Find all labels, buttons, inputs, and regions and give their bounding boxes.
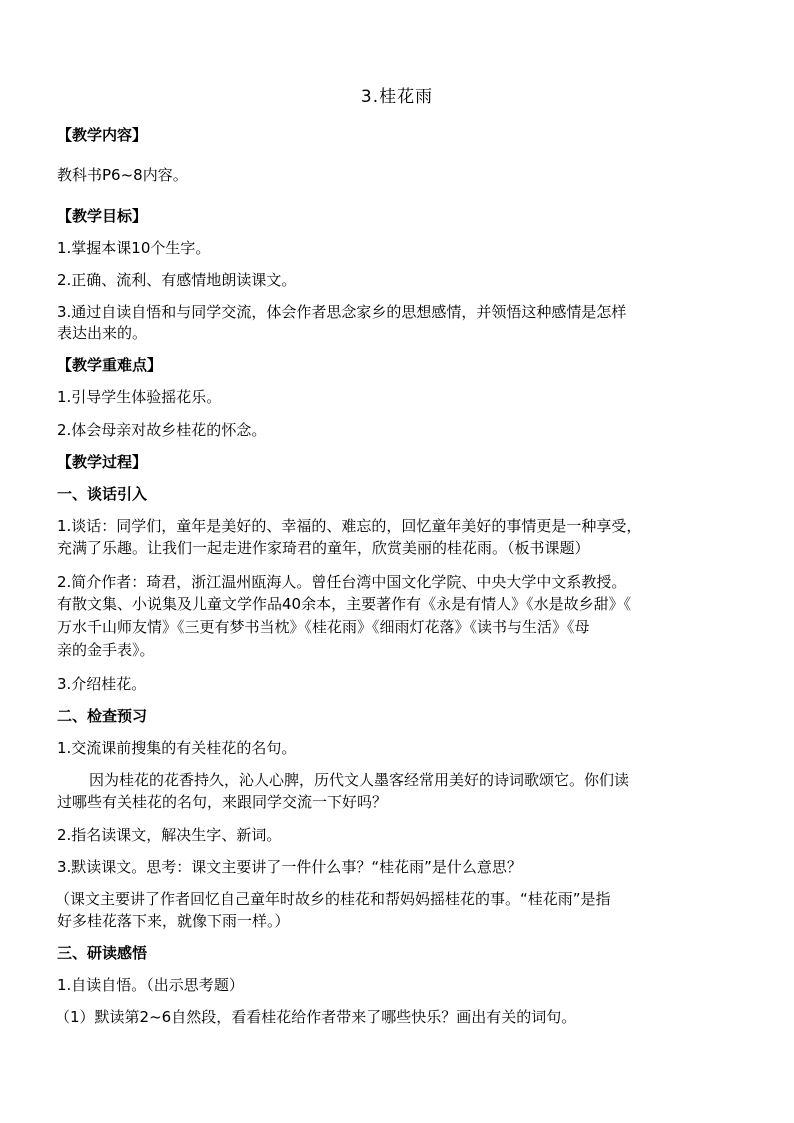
paragraph-line: 2.指名读课文，解决生字、新词。 [57, 826, 282, 844]
section-heading: 一、谈话引入 [57, 485, 148, 503]
goals-heading: 【教学目标】 [57, 207, 148, 225]
paragraph-line: 过哪些有关桂花的名句，来跟同学交流一下好吗？ [57, 793, 388, 811]
paragraph-line: 1.自读自悟。（出示思考题） [57, 976, 244, 994]
keypoints-heading: 【教学重难点】 [57, 356, 163, 374]
paragraph-line: （课文主要讲了作者回忆自己童年时故乡的桂花和帮妈妈摇桂花的事。“桂花雨”是指 [55, 890, 611, 908]
paragraph-line: 3.介绍桂花。 [57, 675, 147, 693]
keypoint-item: 2.体会母亲对故乡桂花的怀念。 [57, 421, 267, 439]
goal-item: 2.正确、流利、有感情地朗读课文。 [57, 271, 297, 289]
content-heading: 【教学内容】 [57, 126, 148, 144]
section-heading: 二、检查预习 [57, 707, 148, 725]
paragraph-line: 好多桂花落下来，就像下雨一样。） [57, 912, 290, 930]
paragraph-line: 有散文集、小说集及儿童文学作品40余本，主要著作有《永是有情人》《水是故乡甜》《 [57, 595, 632, 613]
paragraph-line: 充满了乐趣。让我们一起走进作家琦君的童年，欣赏美丽的桂花雨。（板书课题） [57, 539, 590, 557]
goal-item: 3.通过自读自悟和与同学交流，体会作者思念家乡的思想感情，并领悟这种感情是怎样 [57, 303, 627, 321]
paragraph-line: 1.交流课前搜集的有关桂花的名句。 [57, 739, 297, 757]
keypoint-item: 1.引导学生体验摇花乐。 [57, 388, 222, 406]
paragraph-line: 2.简介作者：琦君，浙江温州瓯海人。曾任台湾中国文化学院、中央大学中文系教授。 [57, 573, 627, 591]
paragraph-line: 万水千山师友情》《三更有梦书当枕》《桂花雨》《细雨灯花落》《读书与生活》《母 [57, 618, 590, 636]
paragraph-line: 3.默读课文。思考：课文主要讲了一件什么事？“桂花雨”是什么意思？ [57, 858, 522, 876]
goal-item-continued: 表达出来的。 [57, 324, 148, 342]
section-heading: 三、研读感悟 [57, 944, 148, 962]
content-text: 教科书P6~8内容。 [57, 166, 188, 184]
paragraph-line: 因为桂花的花香持久，沁人心脾，历代文人墨客经常用美好的诗词歌颂它。你们读 [89, 771, 630, 789]
page-title: 3.桂花雨 [360, 87, 434, 107]
process-heading: 【教学过程】 [57, 453, 148, 471]
paragraph-line: （1）默读第2~6自然段，看看桂花给作者带来了哪些快乐？画出有关的词句。 [55, 1008, 577, 1026]
paragraph-line: 1.谈话：同学们，童年是美好的、幸福的、难忘的，回忆童年美好的事情更是一种享受， [57, 517, 642, 535]
paragraph-line: 亲的金手表》。 [57, 641, 155, 659]
goal-item: 1.掌握本课10个生字。 [57, 239, 211, 257]
